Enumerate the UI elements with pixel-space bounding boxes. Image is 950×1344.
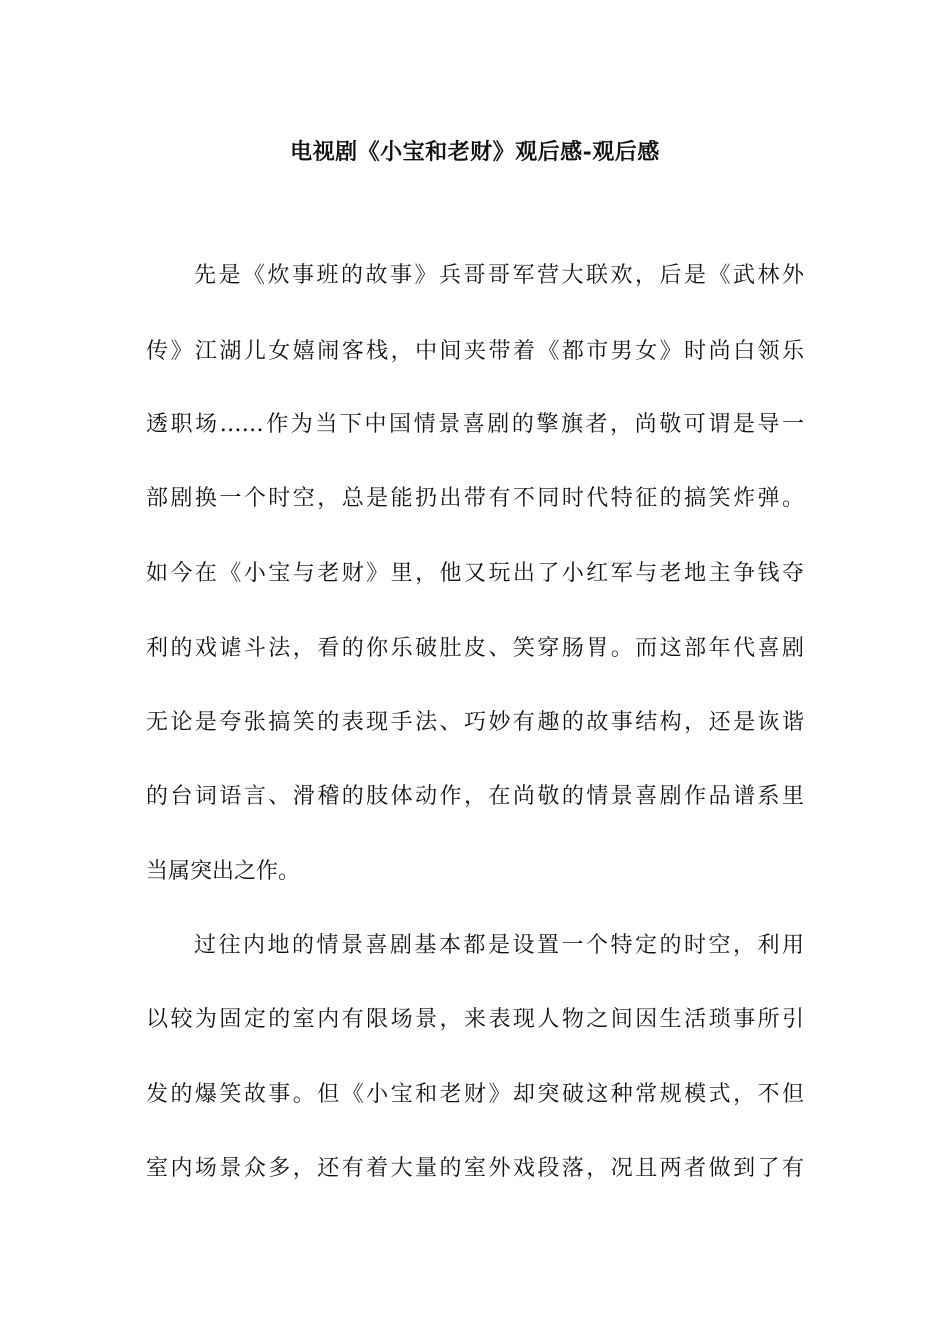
paragraph-1-line-7: 无论是夸张搞笑的表现手法、巧妙有趣的故事结构，还是诙谐	[146, 710, 804, 735]
paragraph-2-line-3: 发的爆笑故事。但《小宝和老财》却突破这种常规模式，不但	[146, 1082, 804, 1107]
paragraph-1-line-8: 的台词语言、滑稽的肢体动作，在尚敬的情景喜剧作品谱系里	[146, 784, 804, 809]
paragraph-2-line-2: 以较为固定的室内有限场景，来表现人物之间因生活琐事所引	[146, 1007, 804, 1032]
paragraph-1-line-2: 传》江湖儿女嬉闹客栈，中间夹带着《都市男女》时尚白领乐	[146, 339, 804, 364]
paragraph-1-line-6: 利的戏谑斗法，看的你乐破肚皮、笑穿肠胃。而这部年代喜剧	[146, 636, 804, 661]
paragraph-1-line-4: 部剧换一个时空，总是能扔出带有不同时代特征的搞笑炸弹。	[146, 486, 804, 511]
paragraph-1-line-5: 如今在《小宝与老财》里，他又玩出了小红军与老地主争钱夺	[146, 561, 804, 586]
paragraph-1-line-1: 先是《炊事班的故事》兵哥哥军营大联欢，后是《武林外	[194, 263, 804, 288]
paragraph-2-line-4: 室内场景众多，还有着大量的室外戏段落，况且两者做到了有	[146, 1156, 804, 1181]
paragraph-2-line-1: 过往内地的情景喜剧基本都是设置一个特定的时空，利用	[194, 933, 804, 958]
paragraph-1-line-9: 当属突出之作。	[146, 859, 301, 884]
document-title: 电视剧《小宝和老财》观后感-观后感	[290, 139, 660, 165]
paragraph-1-line-3: 透职场……作为当下中国情景喜剧的擎旗者，尚敬可谓是导一	[146, 412, 804, 437]
